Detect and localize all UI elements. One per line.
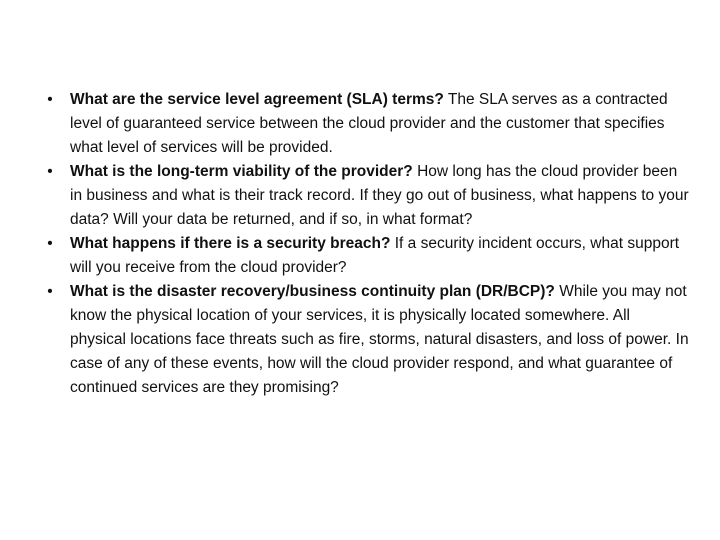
answer-text: While you may not know the physical location of your services, it is physically located somewhere. All physical locations face threats such as fire, storms, natural disasters, and loss of power. In case of any of these events, how will the cloud provider respond, and what guarantee of continued services are they promising? [70, 283, 689, 396]
answer-text: If a security incident occurs, what support will you receive from the cloud provider? [70, 235, 680, 276]
bullet-icon: • [47, 163, 53, 180]
list-item-viability [40, 160, 690, 232]
question-list [40, 88, 690, 400]
answer-text: How long has the cloud provider been in business and what is their track record. If they go out of business, what happens to your data? Will your data be returned, and if so, in what format? [70, 163, 689, 228]
question-text: What happens if there is a security breach? [70, 235, 391, 252]
question-text: What is the disaster recovery/business continuity plan (DR/BCP)? [70, 283, 555, 300]
list-item-sla [40, 88, 690, 160]
bullet-icon: • [47, 91, 53, 108]
bullet-icon: • [47, 283, 53, 300]
list-item-disaster-recovery [40, 280, 690, 400]
question-text: What is the long-term viability of the provider? [70, 163, 413, 180]
answer-text: The SLA serves as a contracted level of guaranteed service between the cloud provider and the customer that specifies what level of services will be provided. [70, 91, 668, 156]
list-item-security-breach [40, 232, 690, 280]
question-text: What are the service level agreement (SLA) terms? [70, 91, 444, 108]
bullet-icon: • [47, 235, 53, 252]
